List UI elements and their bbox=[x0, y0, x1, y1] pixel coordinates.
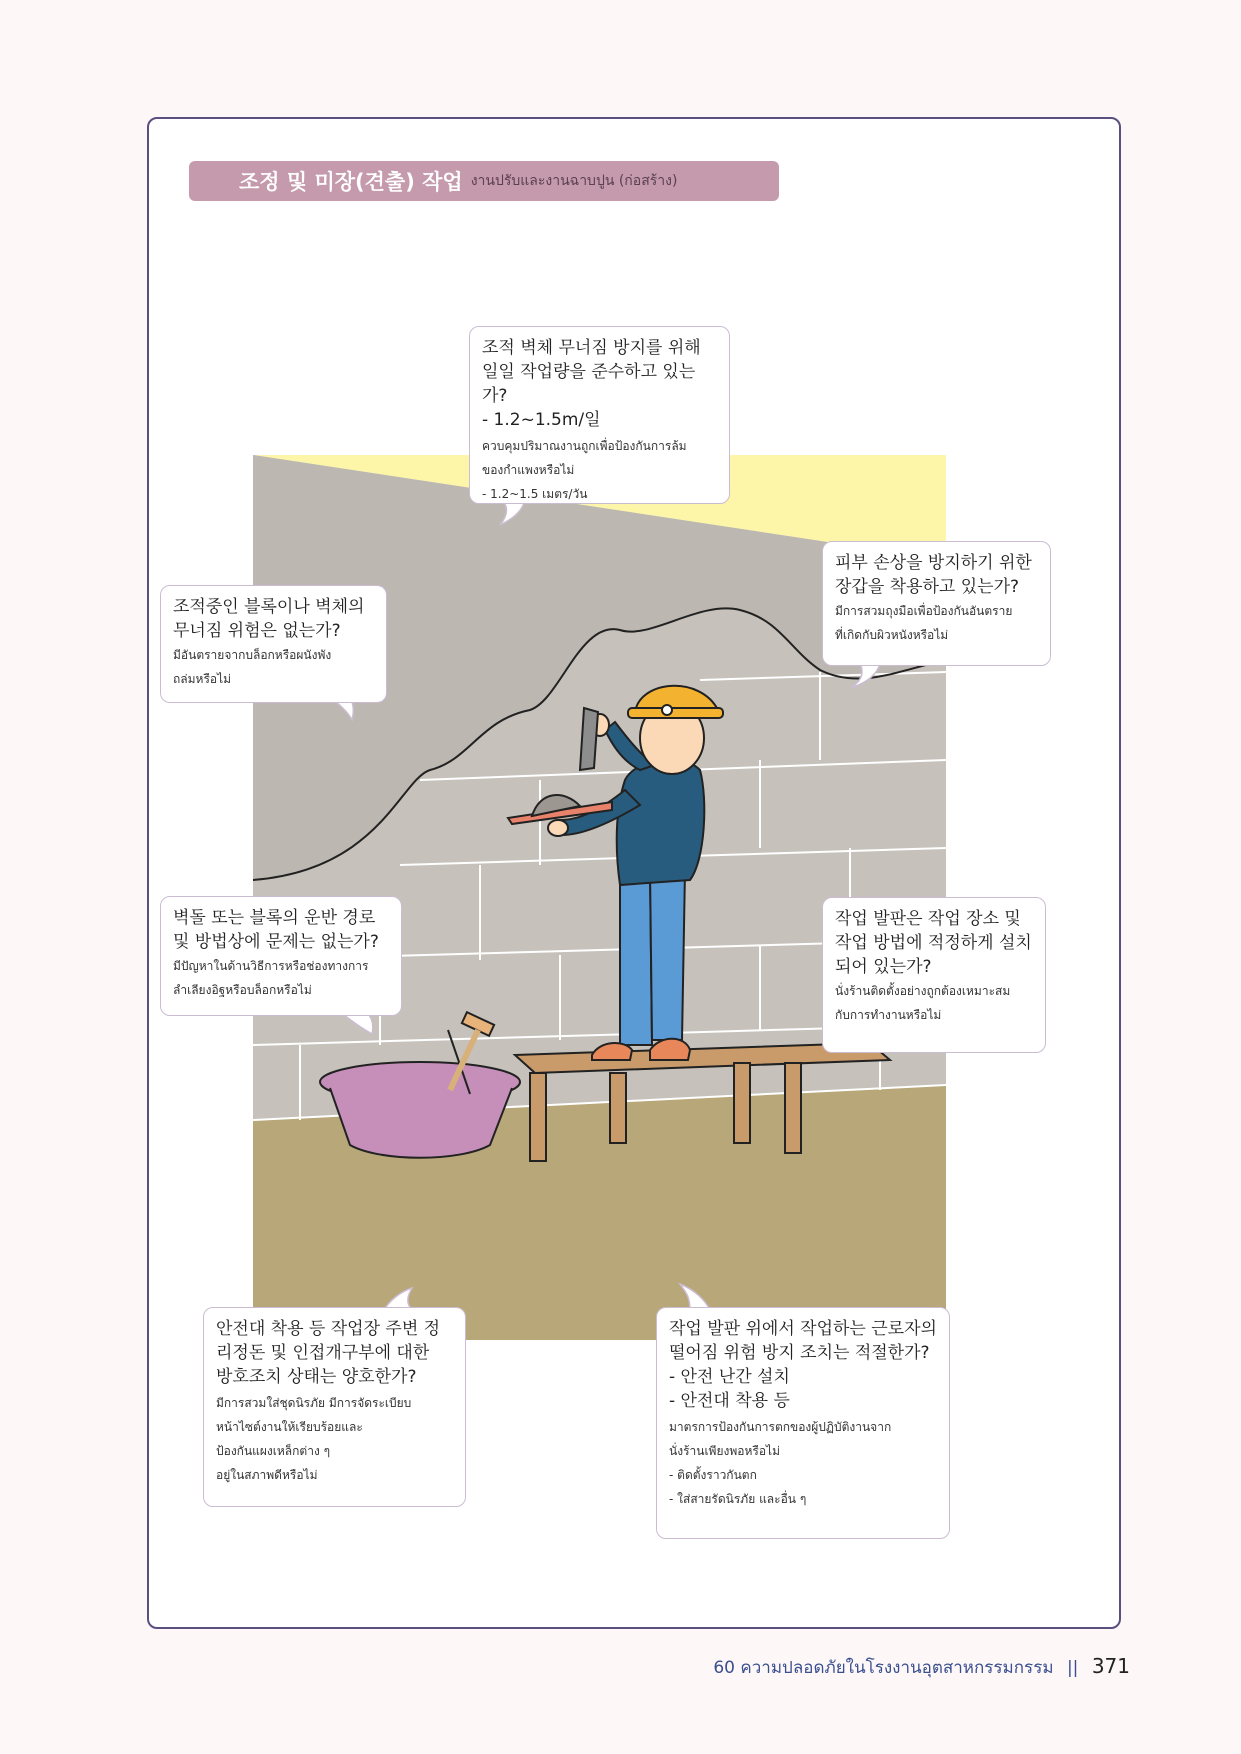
bubble-platform-setup bbox=[822, 897, 1046, 1053]
bubble-thai-text: มาตรการป้องกันการตกของผู้ปฏิบัติงานจาก นั่งร้านเพียงพอหรือไม่ - ติดตั้งราวกันตก - ใส่สายรัดนิรภัย และอื่น ๆ bbox=[669, 1420, 892, 1506]
page-footer bbox=[700, 1654, 1130, 1681]
bubble-thai-text: มีอันตรายจากบล็อกหรือผนังพัง ถล่มหรือไม่ bbox=[173, 648, 332, 686]
bubble-gloves bbox=[822, 541, 1051, 666]
bubble-question: 작업 발판은 작업 장소 및 작업 방법에 적정하게 설치 되어 있는가? bbox=[835, 909, 1032, 977]
page-number: 371 bbox=[1091, 1654, 1130, 1678]
bubble-thai-text: ควบคุมปริมาณงานถูกเพื่อป้องกันการล้ม ของกำแพงหรือไม่ - 1.2~1.5 เมตร/วัน bbox=[482, 439, 687, 501]
section-title-thai: งานปรับและงานฉาบปูน (ก่อสร้าง) bbox=[470, 173, 678, 189]
bubble-question: 벽돌 또는 블록의 운반 경로 및 방법상에 문제는 없는가? bbox=[173, 908, 379, 952]
bubble-thai-text: นั่งร้านติดตั้งอย่างถูกต้องเหมาะสม กับการทำงานหรือไม่ bbox=[835, 984, 1011, 1022]
bubble-thai-text: มีการสวมใส่ชุดนิรภัย มีการจัดระเบียบ หน้าไซต์งานให้เรียบร้อยและ ป้องกันแผงเหล็กต่าง ๆ อยู่ในสภาพดีหรือไม่ bbox=[216, 1396, 412, 1482]
footer-separator: || bbox=[1066, 1658, 1079, 1678]
bubble-collapse-risk bbox=[160, 585, 387, 703]
bubble-question: 조적 벽체 무너짐 방지를 위해 일일 작업량을 준수하고 있는가? - 1.2~1.5m/일 bbox=[482, 338, 701, 430]
bubble-daily-workload bbox=[469, 326, 730, 504]
trowel bbox=[580, 708, 598, 770]
bubble-fall-protection bbox=[656, 1307, 950, 1539]
bubble-question: 안전대 착용 등 작업장 주변 정 리정돈 및 인접개구부에 대한 방호조치 상태는 양호한가? bbox=[216, 1319, 441, 1387]
bubble-question: 조적중인 블록이나 벽체의 무너짐 위험은 없는가? bbox=[173, 597, 365, 641]
section-title-korean: 조정 및 미장(견출) 작업 bbox=[239, 170, 463, 194]
bubble-thai-text: มีการสวมถุงมือเพื่อป้องกันอันตราย ที่เกิดกับผิวหนังหรือไม่ bbox=[835, 604, 1013, 642]
bubble-site-housekeeping bbox=[203, 1307, 466, 1507]
bubble-question: 작업 발판 위에서 작업하는 근로자의 떨어짐 위험 방지 조치는 적절한가? - 안전 난간 설치 - 안전대 착용 등 bbox=[669, 1319, 937, 1411]
bubble-transport-route bbox=[160, 896, 402, 1016]
bubble-question: 피부 손상을 방지하기 위한 장갑을 착용하고 있는가? bbox=[835, 553, 1032, 597]
bubble-thai-text: มีปัญหาในด้านวิธีการหรือช่องทางการ ลำเลียงอิฐหรือบล็อกหรือไม่ bbox=[173, 959, 369, 997]
book-title: 60 ความปลอดภัยในโรงงานอุตสาหกรรมกรรม bbox=[713, 1658, 1054, 1678]
